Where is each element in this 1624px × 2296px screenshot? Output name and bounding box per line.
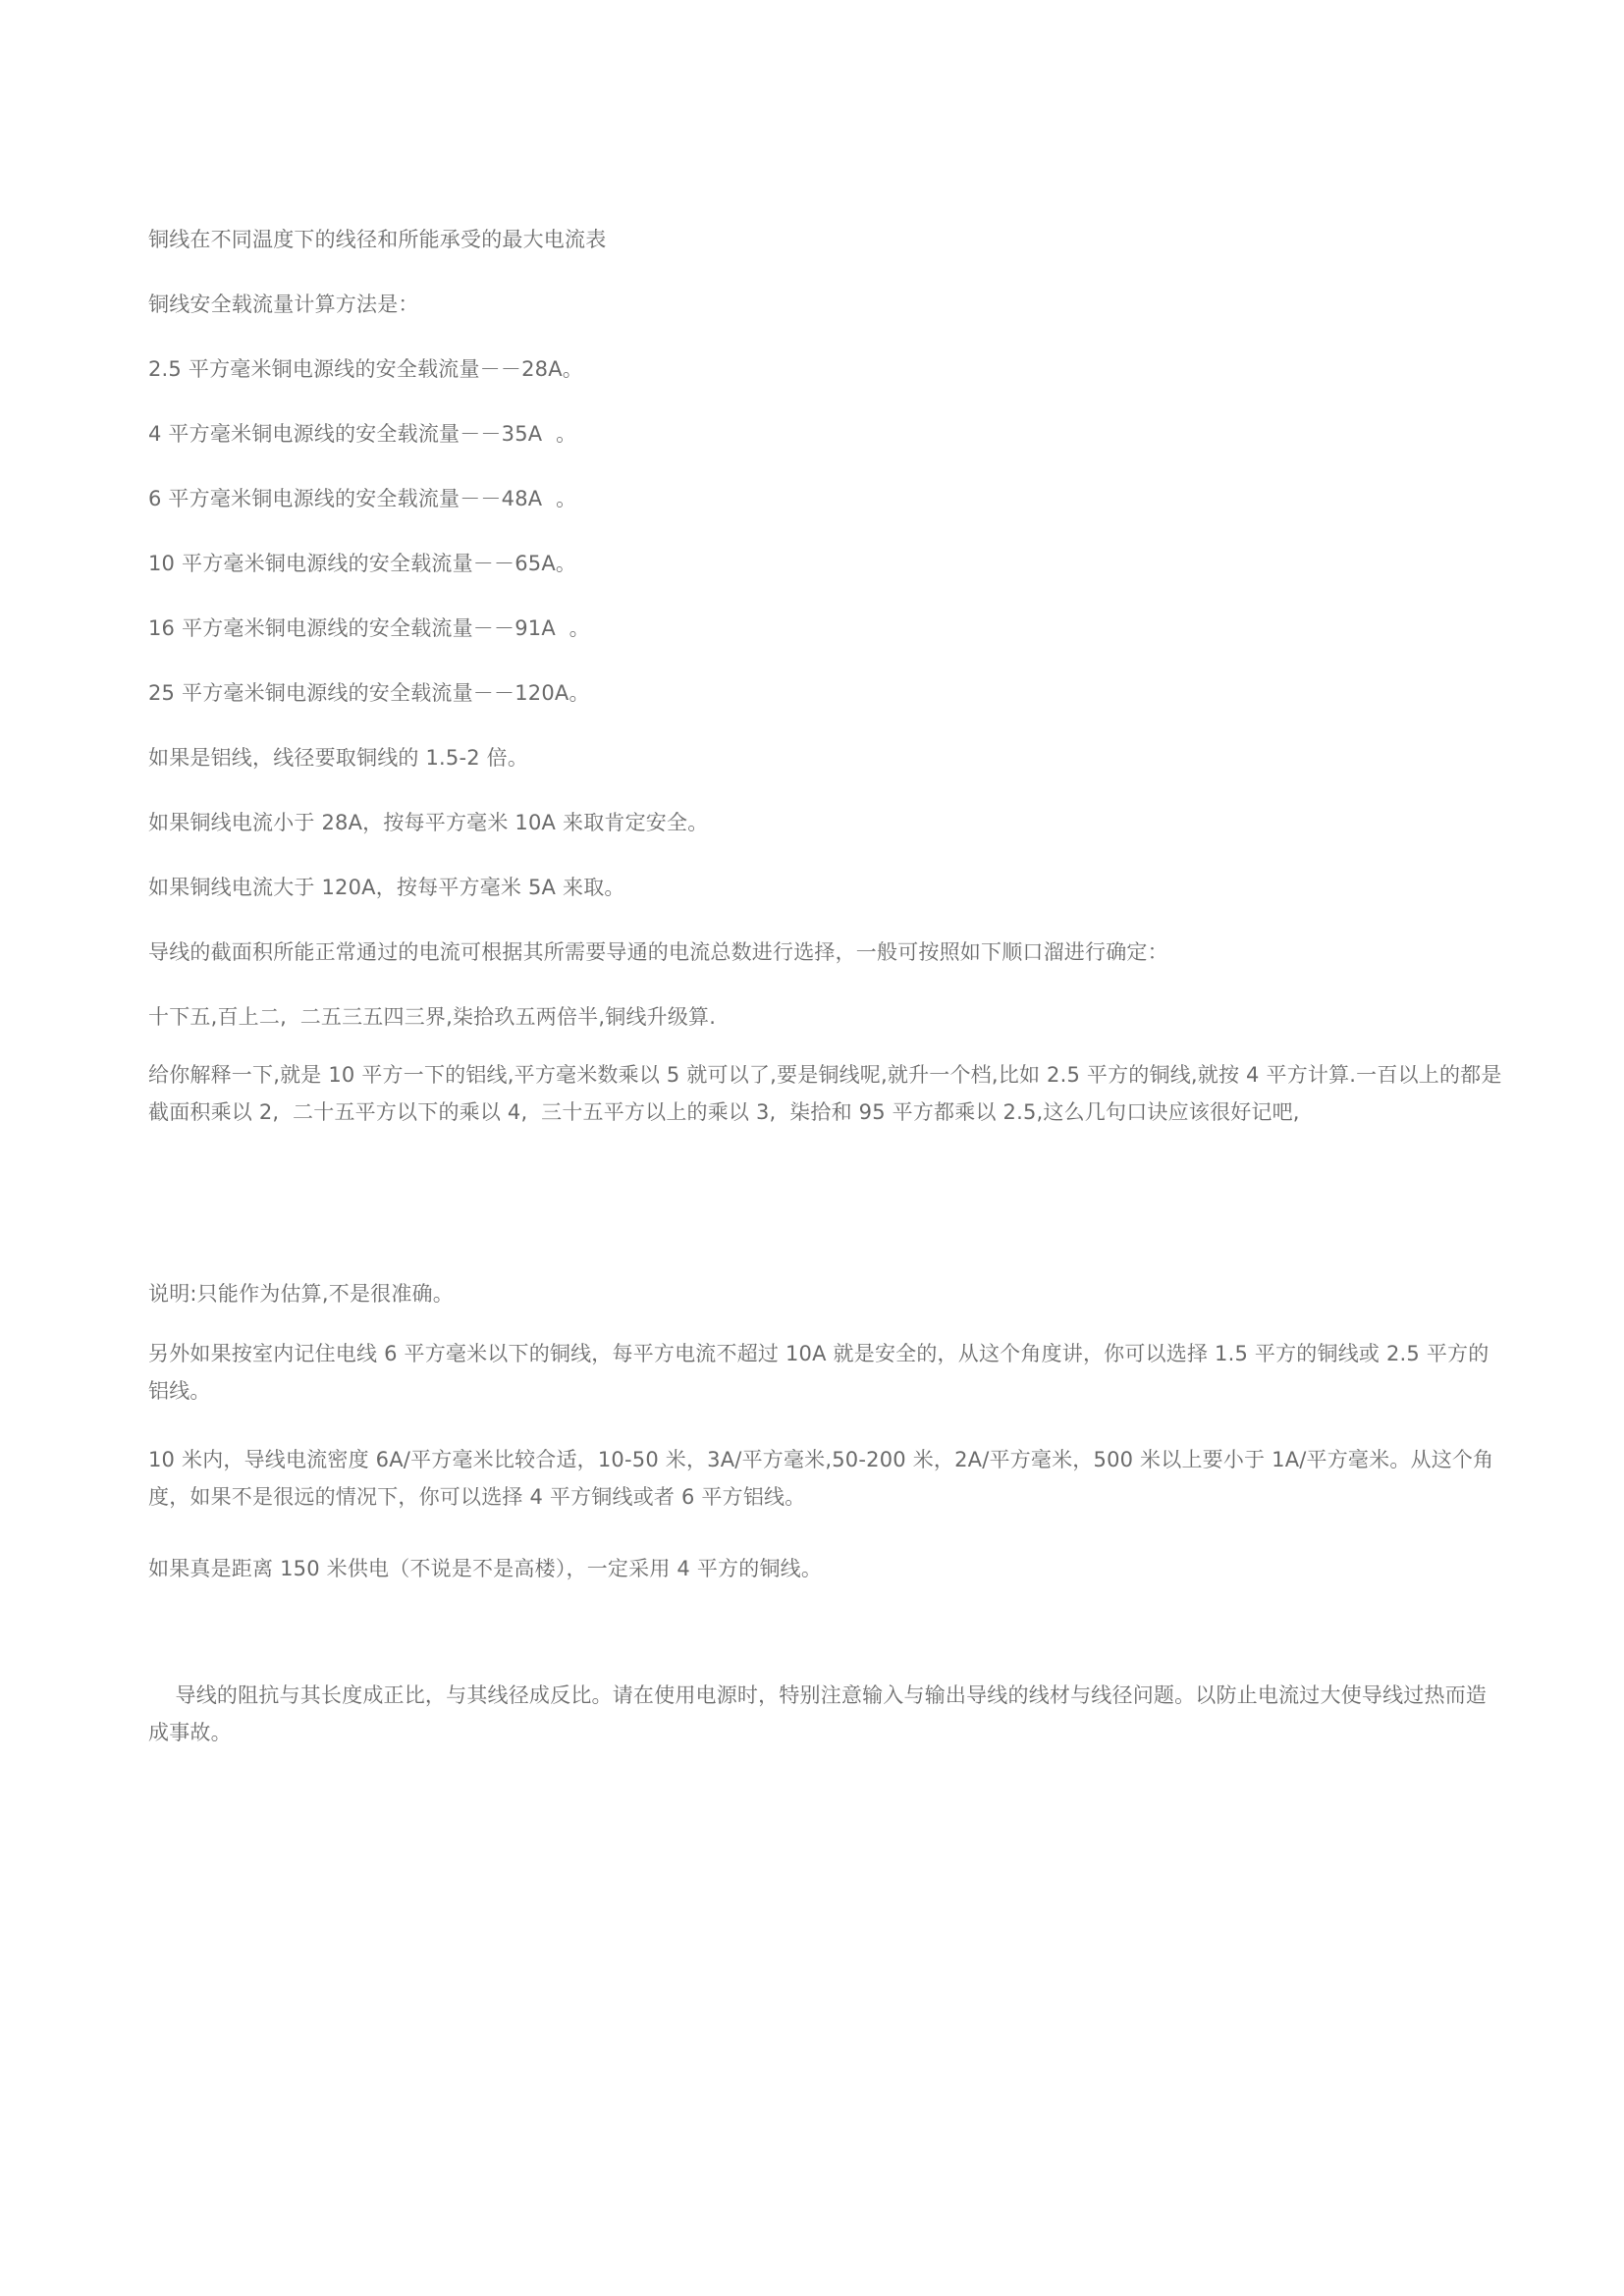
rhyme-intro-line: 导线的截面积所能正常通过的电流可根据其所需要导通的电流总数进行选择，一般可按照如下顺口溜进行确定： — [148, 940, 1168, 964]
below-28a-line: 如果铜线电流小于 28A，按每平方毫米 10A 来取肯定安全。 — [148, 811, 709, 834]
capacity-line-6: 6 平方毫米铜电源线的安全载流量－－48A 。 — [148, 487, 577, 510]
capacity-line-2.5: 2.5 平方毫米铜电源线的安全载流量－－28A。 — [148, 357, 583, 381]
distance-paragraph: 10 米内，导线电流密度 6A/平方毫米比较合适，10-50 米，3A/平方毫米,50-200 米，2A/平方毫米，500 米以上要小于 1A/平方毫米。从这个角度，如果不是很远的情况下，你可以选择 4 平方铜线或者 6 平方铝线。 — [148, 1448, 1494, 1509]
capacity-line-16: 16 平方毫米铜电源线的安全载流量－－91A 。 — [148, 616, 590, 640]
capacity-line-4: 4 平方毫米铜电源线的安全载流量－－35A 。 — [148, 422, 577, 446]
aluminum-line: 如果是铝线，线径要取铜线的 1.5-2 倍。 — [148, 746, 529, 770]
indoor-paragraph: 另外如果按室内记住电线 6 平方毫米以下的铜线，每平方电流不超过 10A 就是安全的，从这个角度讲，你可以选择 1.5 平方的铜线或 2.5 平方的铝线。 — [148, 1342, 1489, 1403]
document-title: 铜线在不同温度下的线径和所能承受的最大电流表 — [148, 228, 607, 251]
above-120a-line: 如果铜线电流大于 120A，按每平方毫米 5A 来取。 — [148, 876, 625, 899]
distance-150-line: 如果真是距离 150 米供电（不说是不是高楼），一定采用 4 平方的铜线。 — [148, 1557, 823, 1580]
capacity-line-25: 25 平方毫米铜电源线的安全载流量－－120A。 — [148, 681, 590, 705]
method-heading: 铜线安全载流量计算方法是： — [148, 293, 419, 316]
capacity-line-10: 10 平方毫米铜电源线的安全载流量－－65A。 — [148, 552, 577, 575]
rhyme-line: 十下五,百上二, 二五三五四三界,柒拾玖五两倍半,铜线升级算. — [148, 1005, 717, 1029]
closing-paragraph: 导线的阻抗与其长度成正比，与其线径成反比。请在使用电源时，特别注意输入与输出导线的线材与线径问题。以防止电流过大使导线过热而造成事故。 — [148, 1683, 1488, 1744]
note-line: 说明:只能作为估算,不是很准确。 — [148, 1282, 454, 1306]
explain-paragraph: 给你解释一下,就是 10 平方一下的铝线,平方毫米数乘以 5 就可以了,要是铜线呢,就升一个档,比如 2.5 平方的铜线,就按 4 平方计算.一百以上的都是截面积乘以 2, 二十五平方以下的乘以 4, 三十五平方以上的乘以 3, 柒拾和 95 平方都乘以 2.5,这么几句口诀应该很好记吧, — [148, 1063, 1502, 1124]
